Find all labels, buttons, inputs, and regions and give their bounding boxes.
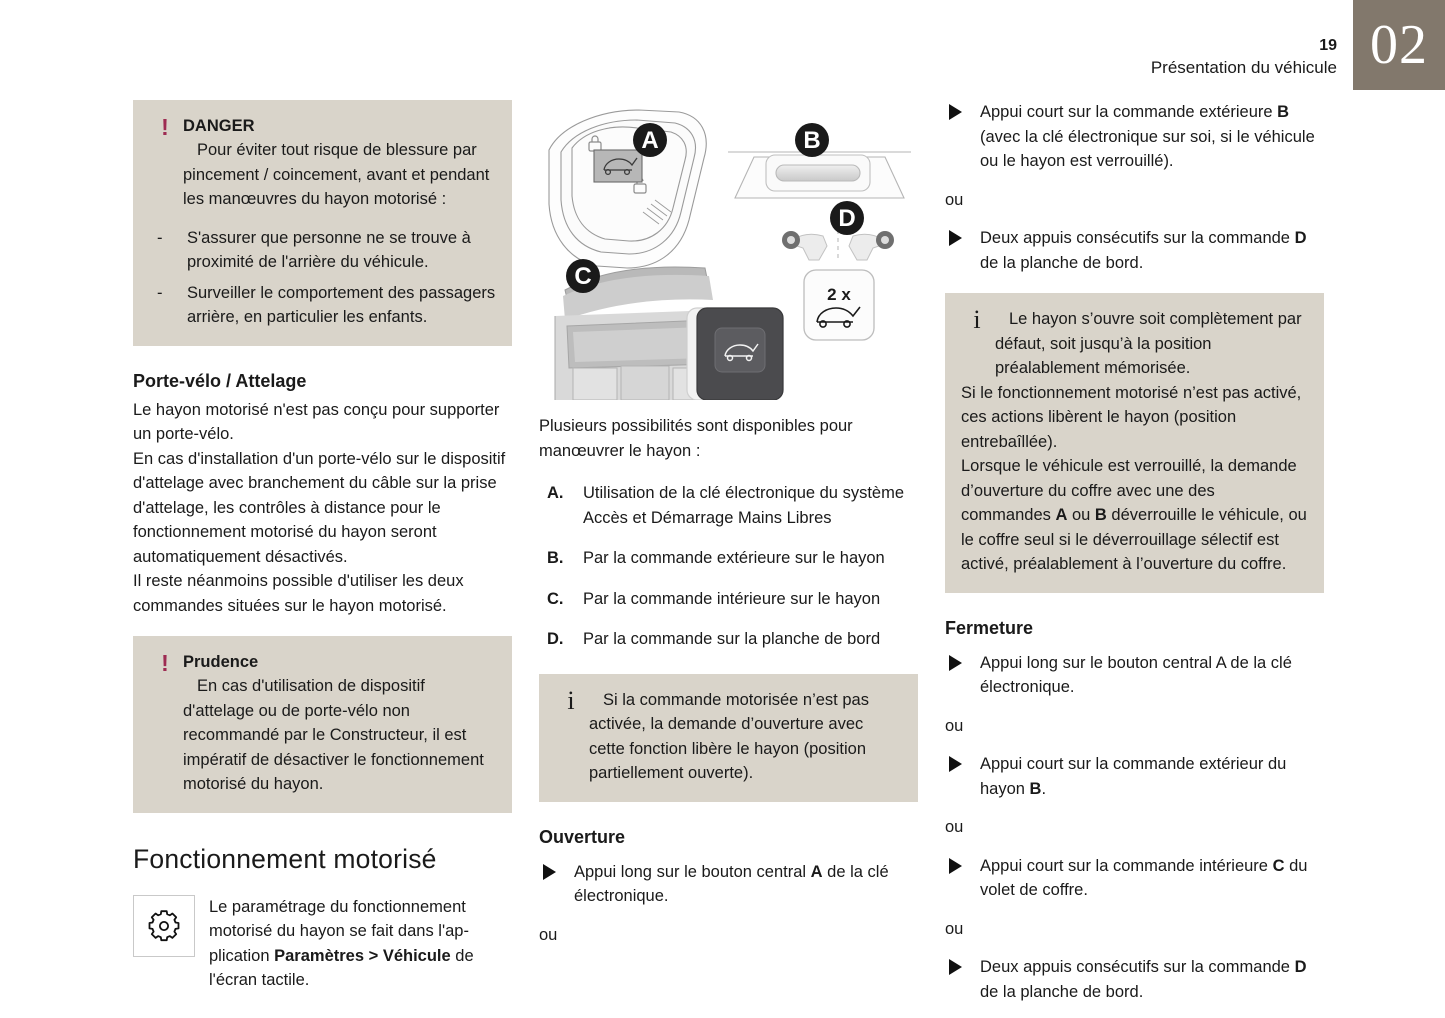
right-info-callout <box>945 293 1324 593</box>
option-text: Par la commande extérieure sur le hayon <box>583 549 885 567</box>
page-header <box>0 0 1445 96</box>
option-label: B. <box>547 549 564 567</box>
arrow-bullet-icon <box>543 864 556 880</box>
right-info-p3-mid: ou <box>1067 506 1095 524</box>
tailgate-controls-figure <box>539 100 918 400</box>
list-item <box>539 481 918 530</box>
right-info-p3-ref-a: A <box>1055 506 1068 524</box>
warning-icon: ! <box>161 650 169 676</box>
right-info-callout-body <box>961 307 1308 381</box>
close-step-3-ref: C <box>1272 856 1285 875</box>
arrow-bullet-icon <box>949 858 962 874</box>
prudence-callout-lead: En cas d'utilisation de dispositif d'attelage ou de porte-vélo non recommandé par le Constructeur, il est impératif de désactiver le fonctionnement motorisé du hayon. <box>183 677 484 793</box>
page-number: 19 <box>1319 37 1337 54</box>
callout-badge-d <box>830 201 864 235</box>
danger-callout-lead: Pour éviter tout risque de blessure par pincement / coincement, avant et pendant les manœuvres du hayon motorisé : <box>183 141 490 208</box>
exterior-handle-illustration <box>728 152 911 198</box>
close-step-2 <box>945 752 1324 801</box>
right-info-callout-lead: Le hayon s’ouvre soit complètement par défaut, soit jusqu’à la position préalablement mémorisée. <box>995 310 1302 377</box>
option-text: Par la commande sur la planche de bord <box>583 630 881 648</box>
close-step-1-text: Appui long sur le bouton central A de la clé électronique. <box>980 653 1292 696</box>
ouverture-step-1 <box>539 860 918 909</box>
close-step-2-a: Appui court sur la commande extérieur du hayon <box>980 755 1287 798</box>
gear-note-text-after: de l'écran tactile. <box>209 946 474 989</box>
key-tailgate-button <box>594 150 642 182</box>
left-column <box>133 100 512 993</box>
open-step-b <box>945 100 1324 174</box>
close-step-2-c: . <box>1041 779 1047 798</box>
key-fob-illustration <box>549 110 706 268</box>
option-label: D. <box>547 630 564 648</box>
list-item-text: Surveiller le comportement des passagers arrière, en particulier les enfants. <box>187 283 496 326</box>
list-item-text: S'assurer que personne ne se trouve à proximité de l'arrière du véhicule. <box>187 228 471 271</box>
ouverture-step-1-a: Appui long sur le bouton central <box>574 862 811 881</box>
option-label: C. <box>547 589 564 608</box>
motorised-operation-heading: Fonctionnement motorisé <box>133 843 437 874</box>
prudence-callout-body <box>149 650 496 797</box>
bike-paragraph-1: Le hayon motorisé n'est pas conçu pour supporter un porte-vélo. <box>133 400 500 443</box>
danger-callout-body <box>149 114 496 212</box>
ou-connector: ou <box>945 818 964 836</box>
prudence-callout <box>133 636 512 813</box>
dashboard-button-label: 2 x <box>827 285 851 304</box>
center-intro-paragraph: Plusieurs possibilités sont disponibles pour manœuvrer le hayon : <box>539 417 853 460</box>
arrow-bullet-icon <box>949 104 962 120</box>
tailgate-options-list <box>539 481 918 652</box>
open-step-d-a: Deux appuis consécutifs sur la commande <box>980 229 1295 247</box>
open-step-d-ref: D <box>1294 229 1307 247</box>
callout-badge-c-label: C <box>574 263 592 290</box>
right-info-p3-ref-b: B <box>1094 506 1107 524</box>
close-step-4 <box>945 955 1324 1004</box>
ou-connector: ou <box>945 190 964 209</box>
gear-note <box>133 895 512 993</box>
open-step-b-a: Appui court sur la commande extérieure <box>980 103 1278 121</box>
open-step-b-c: (avec la clé électronique sur soi, si le véhicule ou le hayon est verrouillé). <box>980 127 1315 170</box>
open-step-d <box>945 226 1324 275</box>
close-step-3-c: du volet de coffre. <box>980 856 1308 899</box>
callout-badge-a-label: A <box>641 127 659 154</box>
gear-icon-box <box>133 895 195 957</box>
right-column <box>945 100 1324 1004</box>
gear-note-text-before: Le paramétrage du fonctionnement motorisé du hayon se fait dans l'ap-plication <box>209 897 469 965</box>
gear-note-path: Paramètres > Véhicule <box>274 946 451 965</box>
tailgate-controls-illustration <box>539 100 918 400</box>
center-info-callout-body <box>555 685 902 786</box>
right-info-callout-p2: Si le fonctionnement motorisé n’est pas activé, ces actions libèrent le hayon (position entrebaîllée). <box>961 383 1302 451</box>
ouverture-step-1-c: de la clé électronique. <box>574 862 889 905</box>
right-info-callout-p3 <box>961 454 1308 577</box>
arrow-bullet-icon <box>949 959 962 975</box>
list-item <box>539 587 918 612</box>
dashboard-button[interactable] <box>804 270 874 340</box>
steering-wheel-icon-left <box>782 231 800 249</box>
right-info-p3-a: Lorsque le véhicule est verrouillé, la demande d’ouverture du coffre avec une des commandes <box>961 457 1297 524</box>
gear-icon <box>144 906 184 946</box>
ouverture-step-1-ref: A <box>810 862 823 881</box>
close-step-3 <box>945 854 1324 903</box>
bike-paragraph-3: Il reste néanmoins possible d'utiliser les deux commandes situées sur le hayon motorisé. <box>133 572 464 615</box>
close-step-1 <box>945 651 1324 700</box>
list-item <box>149 281 496 330</box>
callout-badge-a <box>633 123 667 157</box>
open-step-b-ref: B <box>1277 103 1290 121</box>
dash-marker: - <box>157 228 163 247</box>
list-item <box>149 226 496 275</box>
center-info-callout <box>539 674 918 802</box>
right-info-p3-c: déverrouille le véhicule, ou le coffre seul si le déverrouillage sélectif est activé, préalablement à l’ouverture du coffre. <box>961 506 1307 573</box>
danger-callout-title: DANGER <box>183 117 255 135</box>
chapter-tab: 02 <box>1353 0 1445 90</box>
close-step-4-a: Deux appuis consécutifs sur la commande <box>980 958 1295 976</box>
callout-badge-b-label: B <box>803 127 821 154</box>
ou-connector: ou <box>945 716 964 735</box>
option-text: Utilisation de la clé électronique du système Accès et Démarrage Mains Libres <box>583 484 905 527</box>
danger-callout <box>133 100 512 346</box>
callout-badge-b <box>795 123 829 157</box>
open-step-d-c: de la planche de bord. <box>980 253 1144 272</box>
close-step-3-a: Appui court sur la commande intérieure <box>980 856 1273 875</box>
prudence-callout-title: Prudence <box>183 653 259 671</box>
gear-note-text <box>209 895 512 993</box>
danger-icon: ! <box>161 114 169 140</box>
ou-connector: ou <box>539 925 558 944</box>
callout-badge-c <box>566 259 600 293</box>
close-step-4-c: de la planche de bord. <box>980 982 1144 1001</box>
info-icon: i <box>567 685 575 715</box>
danger-item-list <box>149 226 496 330</box>
arrow-bullet-icon <box>949 230 962 246</box>
steering-wheel-icon-right <box>876 231 894 249</box>
option-text: Par la commande intérieure sur le hayon <box>583 589 881 608</box>
arrow-bullet-icon <box>949 655 962 671</box>
close-step-2-ref: B <box>1029 779 1042 798</box>
option-label: A. <box>547 484 564 502</box>
header-text <box>1151 36 1337 80</box>
ouverture-heading: Ouverture <box>539 826 626 847</box>
close-step-4-ref: D <box>1294 958 1307 976</box>
callout-badge-d-label: D <box>838 205 856 232</box>
list-item <box>539 546 918 571</box>
content-columns <box>133 100 1325 1004</box>
bike-carrier-heading: Porte-vélo / Attelage <box>133 370 307 391</box>
ou-connector: ou <box>945 919 964 938</box>
bike-paragraph-2: En cas d'installation d'un porte-vélo sur le dispositif d'attelage avec branchement du câble sur la prise d'attelage, les contrôles à distance pour le fonctionnement motorisé du hayon seront automatiquement désactivés. <box>133 449 506 566</box>
fermeture-heading: Fermeture <box>945 617 1034 638</box>
dashboard-control-illustration <box>782 230 894 340</box>
dash-marker: - <box>157 283 163 302</box>
section-title: Présentation du véhicule <box>1150 58 1337 77</box>
list-item <box>539 627 918 652</box>
center-column <box>539 100 918 947</box>
arrow-bullet-icon <box>949 756 962 772</box>
center-info-callout-text: Si la commande motorisée n’est pas activée, la demande d’ouverture avec cette fonction libère le hayon (position partiellement ouverte). <box>589 690 869 782</box>
info-icon: i <box>973 305 981 334</box>
